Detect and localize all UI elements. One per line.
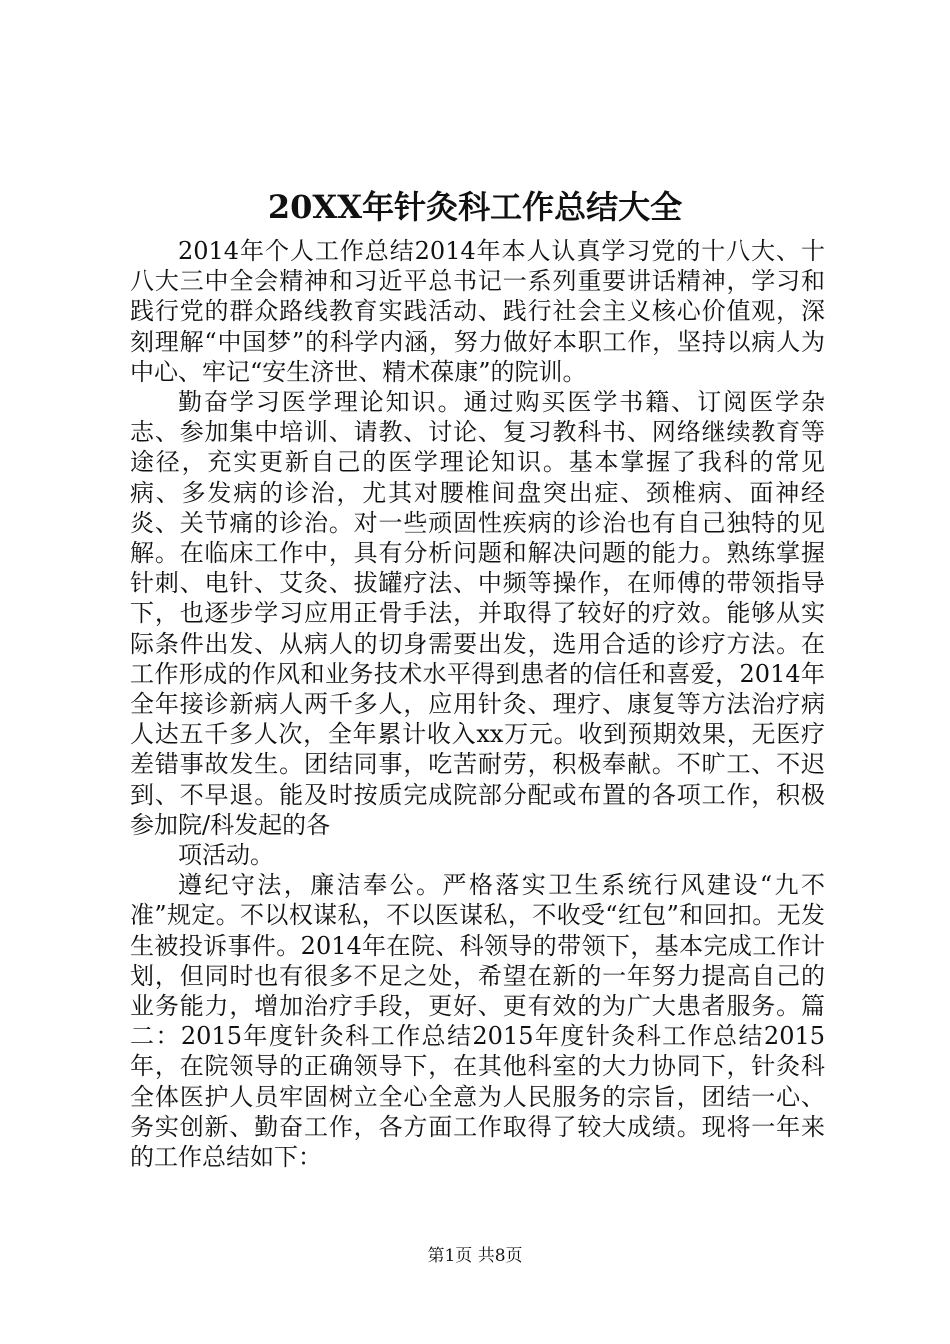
paragraph-2: 勤奋学习医学理论知识。通过购买医学书籍、订阅医学杂志、参加集中培训、请教、讨论、复习教科书、网络继续教育等途径，充实更新自己的医学理论知识。基本掌握了我科的常见病、多发病的诊治，尤其对腰椎间盘突出症、颈椎病、面神经炎、关节痛的诊治。对一些顽固性疾病的诊治也有自己独特的见解。在临床工作中，具有分析问题和解决问题的能力。熟练掌握针刺、电针、艾灸、拔罐疗法、中频等操作，在师傅的带领指导下，也逐步学习应用正骨手法，并取得了较好的疗效。能够从实际条件出发、从病人的切身需要出发，选用合适的诊疗方法。在工作形成的作风和业务技术水平得到患者的信任和喜爱，2014年全年接诊新病人两千多人，应用针灸、理疗、康复等方法治疗病人达五千多人次，全年累计收入xx万元。收到预期效果，无医疗差错事故发生。团结同事，吃苦耐劳，积极奉献。不旷工、不迟到、不早退。能及时按质完成院部分配或布置的各项工作，积极参加院/科发起的各 bbox=[130, 388, 825, 839]
paragraph-3: 项活动。 bbox=[178, 841, 274, 870]
document-body bbox=[130, 236, 825, 1172]
document-title: 20XX年针灸科工作总结大全 bbox=[267, 188, 683, 226]
paragraph-4: 遵纪守法，廉洁奉公。严格落实卫生系统行风建设“九不准”规定。不以权谋私，不以医谋私，不收受“红包”和回扣。无发生被投诉事件。2014年在院、科领导的带领下，基本完成工作计划，但同时也有很多不足之处，希望在新的一年努力提高自己的业务能力，增加治疗手段，更好、更有效的为广大患者服务。篇二：2015年度针灸科工作总结2015年度针灸科工作总结2015年，在院领导的正确领导下，在其他科室的大力协同下，针灸科全体医护人员牢固树立全心全意为人民服务的宗旨，团结一心、务实创新、勤奋工作，各方面工作取得了较大成绩。现将一年来的工作总结如下： bbox=[130, 871, 825, 1172]
paragraph-1: 2014年个人工作总结2014年本人认真学习党的十八大、十八大三中全会精神和习近平总书记一系列重要讲话精神，学习和践行党的群众路线教育实践活动、践行社会主义核心价值观，深刻理解“中国梦”的科学内涵，努力做好本职工作，坚持以病人为中心、牢记“安生济世、精术葆康”的院训。 bbox=[130, 237, 825, 386]
page-number-footer: 第1页 共8页 bbox=[427, 1246, 523, 1266]
